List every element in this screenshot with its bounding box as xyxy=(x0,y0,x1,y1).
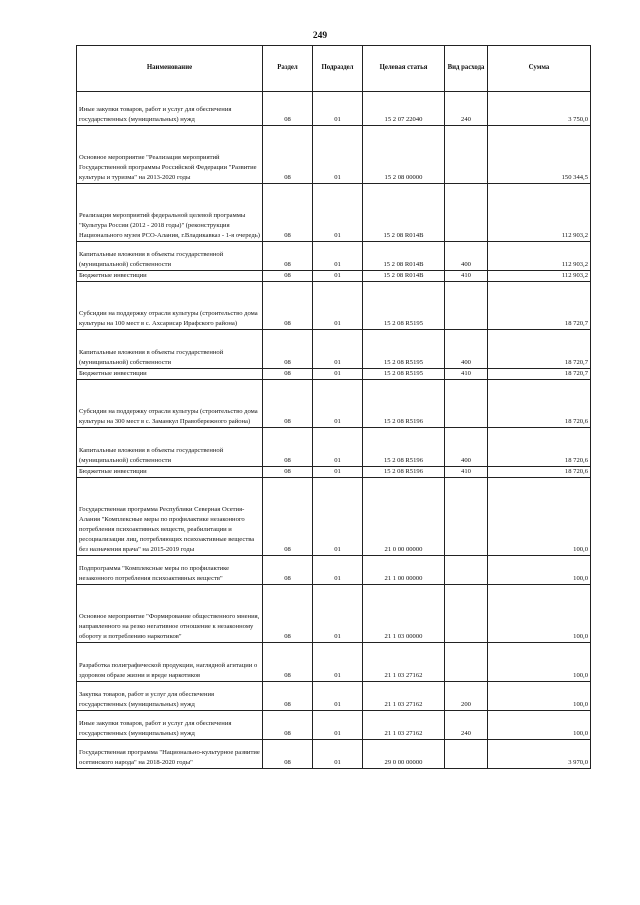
cell-amount: 112 903,2 xyxy=(488,271,591,282)
cell-subsection: 01 xyxy=(313,739,363,768)
table-body xyxy=(77,92,591,769)
table-row xyxy=(77,184,591,242)
table-row xyxy=(77,642,591,681)
cell-name: Основное мероприятие "Реализация мероприятий Государственной программы Российской Федерации "Развитие культуры и туризма" на 2013-2020 годы xyxy=(77,126,263,184)
cell-target: 21 1 03 27162 xyxy=(363,681,445,710)
table-row xyxy=(77,126,591,184)
cell-name: Иные закупки товаров, работ и услуг для обеспечения государственных (муниципальных) нужд xyxy=(77,710,263,739)
cell-name: Государственная программа "Национально-культурное развитие осетинского народа" на 2018-2020 годы" xyxy=(77,739,263,768)
cell-target: 15 2 07 22040 xyxy=(363,92,445,126)
cell-target: 15 2 08 R5196 xyxy=(363,427,445,466)
cell-amount: 18 720,7 xyxy=(488,281,591,329)
cell-section: 08 xyxy=(263,126,313,184)
cell-target: 15 2 08 R014B xyxy=(363,184,445,242)
cell-amount: 18 720,6 xyxy=(488,379,591,427)
cell-target: 21 1 00 00000 xyxy=(363,555,445,584)
cell-expense-type: 410 xyxy=(445,368,488,379)
cell-subsection: 01 xyxy=(313,126,363,184)
cell-amount: 150 344,5 xyxy=(488,126,591,184)
cell-name: Субсидии на поддержку отрасли культуры (строительство дома культуры на 300 мест в с. Заманкул Правобережного района) xyxy=(77,379,263,427)
cell-expense-type: 410 xyxy=(445,271,488,282)
cell-expense-type: 400 xyxy=(445,242,488,271)
table-row xyxy=(77,710,591,739)
table-row xyxy=(77,329,591,368)
cell-subsection: 01 xyxy=(313,329,363,368)
cell-name: Государственная программа Республики Северная Осетия-Алания "Комплексные меры по профилактике незаконного потребления психоактивных веществ, реабилитации и ресоциализации лиц, потребляющих психоактивные вещества без назначения врача" на 2015-2019 годы xyxy=(77,477,263,555)
cell-section: 08 xyxy=(263,242,313,271)
cell-expense-type xyxy=(445,584,488,642)
cell-amount: 100,0 xyxy=(488,681,591,710)
budget-table xyxy=(76,45,591,769)
cell-expense-type xyxy=(445,555,488,584)
cell-expense-type xyxy=(445,379,488,427)
cell-subsection: 01 xyxy=(313,281,363,329)
header-target: Целевая статья xyxy=(363,46,445,92)
cell-target: 29 0 00 00000 xyxy=(363,739,445,768)
cell-name: Капитальные вложения в объекты государственной (муниципальной) собственности xyxy=(77,329,263,368)
table-row xyxy=(77,477,591,555)
cell-section: 08 xyxy=(263,739,313,768)
table-row xyxy=(77,92,591,126)
table-row xyxy=(77,584,591,642)
header-expense-type: Вид расхода xyxy=(445,46,488,92)
cell-name: Капитальные вложения в объекты государственной (муниципальной) собственности xyxy=(77,242,263,271)
cell-section: 08 xyxy=(263,584,313,642)
cell-section: 08 xyxy=(263,642,313,681)
cell-section: 08 xyxy=(263,681,313,710)
cell-target: 15 2 08 R014B xyxy=(363,271,445,282)
cell-expense-type xyxy=(445,184,488,242)
cell-amount: 18 720,6 xyxy=(488,427,591,466)
cell-amount: 100,0 xyxy=(488,555,591,584)
cell-expense-type xyxy=(445,281,488,329)
cell-target: 15 2 08 R5195 xyxy=(363,329,445,368)
cell-target: 15 2 08 00000 xyxy=(363,126,445,184)
cell-amount: 3 750,0 xyxy=(488,92,591,126)
cell-section: 08 xyxy=(263,710,313,739)
cell-subsection: 01 xyxy=(313,477,363,555)
table-row xyxy=(77,555,591,584)
cell-section: 08 xyxy=(263,368,313,379)
cell-name: Основное мероприятие "Формирование общественного мнения, направленного на резко негативное отношение к незаконному обороту и потреблению наркотиков" xyxy=(77,584,263,642)
cell-name: Бюджетные инвестиции xyxy=(77,271,263,282)
cell-section: 08 xyxy=(263,555,313,584)
cell-subsection: 01 xyxy=(313,466,363,477)
cell-amount: 100,0 xyxy=(488,584,591,642)
cell-amount: 100,0 xyxy=(488,477,591,555)
cell-target: 21 1 03 27162 xyxy=(363,710,445,739)
cell-expense-type: 200 xyxy=(445,681,488,710)
cell-amount: 112 903,2 xyxy=(488,242,591,271)
cell-name: Капитальные вложения в объекты государственной (муниципальной) собственности xyxy=(77,427,263,466)
table-row xyxy=(77,681,591,710)
cell-expense-type: 410 xyxy=(445,466,488,477)
cell-target: 15 2 08 R5196 xyxy=(363,379,445,427)
cell-name: Реализация мероприятий федеральной целевой программы "Культура России (2012 - 2018 годы)" (реконструкция Национального музея РСО-Алания, г.Владикавказ - 1-я очередь) xyxy=(77,184,263,242)
cell-subsection: 01 xyxy=(313,584,363,642)
cell-amount: 112 903,2 xyxy=(488,184,591,242)
cell-target: 15 2 08 R5195 xyxy=(363,281,445,329)
table-header-row xyxy=(77,46,591,92)
header-amount: Сумма xyxy=(488,46,591,92)
cell-subsection: 01 xyxy=(313,710,363,739)
cell-target: 21 1 03 00000 xyxy=(363,584,445,642)
cell-subsection: 01 xyxy=(313,642,363,681)
cell-section: 08 xyxy=(263,379,313,427)
table-row xyxy=(77,739,591,768)
cell-expense-type xyxy=(445,642,488,681)
cell-section: 08 xyxy=(263,427,313,466)
table-row xyxy=(77,281,591,329)
cell-expense-type: 240 xyxy=(445,92,488,126)
cell-subsection: 01 xyxy=(313,368,363,379)
cell-section: 08 xyxy=(263,271,313,282)
cell-name: Субсидии на поддержку отрасли культуры (строительство дома культуры на 100 мест в с. Ахсарисар Ирафского района) xyxy=(77,281,263,329)
cell-name: Разработка полиграфической продукции, наглядной агитации о здоровом образе жизни и вреде наркотиков xyxy=(77,642,263,681)
table-row xyxy=(77,466,591,477)
table-row xyxy=(77,427,591,466)
cell-section: 08 xyxy=(263,329,313,368)
cell-expense-type: 400 xyxy=(445,427,488,466)
cell-amount: 3 970,0 xyxy=(488,739,591,768)
cell-expense-type: 240 xyxy=(445,710,488,739)
cell-section: 08 xyxy=(263,92,313,126)
cell-expense-type xyxy=(445,126,488,184)
cell-expense-type: 400 xyxy=(445,329,488,368)
table-row xyxy=(77,379,591,427)
cell-amount: 18 720,7 xyxy=(488,368,591,379)
cell-name: Закупка товаров, работ и услуг для обеспечения государственных (муниципальных) нужд xyxy=(77,681,263,710)
cell-section: 08 xyxy=(263,281,313,329)
page-number: 249 xyxy=(312,31,328,41)
cell-subsection: 01 xyxy=(313,379,363,427)
cell-subsection: 01 xyxy=(313,242,363,271)
table-row xyxy=(77,242,591,271)
cell-name: Бюджетные инвестиции xyxy=(77,466,263,477)
header-section: Раздел xyxy=(263,46,313,92)
cell-target: 21 0 00 00000 xyxy=(363,477,445,555)
cell-amount: 18 720,6 xyxy=(488,466,591,477)
cell-section: 08 xyxy=(263,466,313,477)
cell-section: 08 xyxy=(263,477,313,555)
cell-target: 15 2 08 R014B xyxy=(363,242,445,271)
cell-subsection: 01 xyxy=(313,92,363,126)
cell-target: 21 1 03 27162 xyxy=(363,642,445,681)
cell-subsection: 01 xyxy=(313,271,363,282)
cell-subsection: 01 xyxy=(313,427,363,466)
cell-subsection: 01 xyxy=(313,681,363,710)
cell-target: 15 2 08 R5196 xyxy=(363,466,445,477)
cell-subsection: 01 xyxy=(313,555,363,584)
table-row xyxy=(77,368,591,379)
cell-section: 08 xyxy=(263,184,313,242)
cell-amount: 100,0 xyxy=(488,642,591,681)
cell-target: 15 2 08 R5195 xyxy=(363,368,445,379)
table-row xyxy=(77,271,591,282)
cell-expense-type xyxy=(445,739,488,768)
header-name: Наименование xyxy=(77,46,263,92)
cell-amount: 18 720,7 xyxy=(488,329,591,368)
header-subsection: Подраздел xyxy=(313,46,363,92)
cell-name: Иные закупки товаров, работ и услуг для обеспечения государственных (муниципальных) нужд xyxy=(77,92,263,126)
cell-subsection: 01 xyxy=(313,184,363,242)
cell-expense-type xyxy=(445,477,488,555)
cell-name: Бюджетные инвестиции xyxy=(77,368,263,379)
cell-name: Подпрограмма "Комплексные меры по профилактике незаконного потребления психоактивных веществ" xyxy=(77,555,263,584)
cell-amount: 100,0 xyxy=(488,710,591,739)
